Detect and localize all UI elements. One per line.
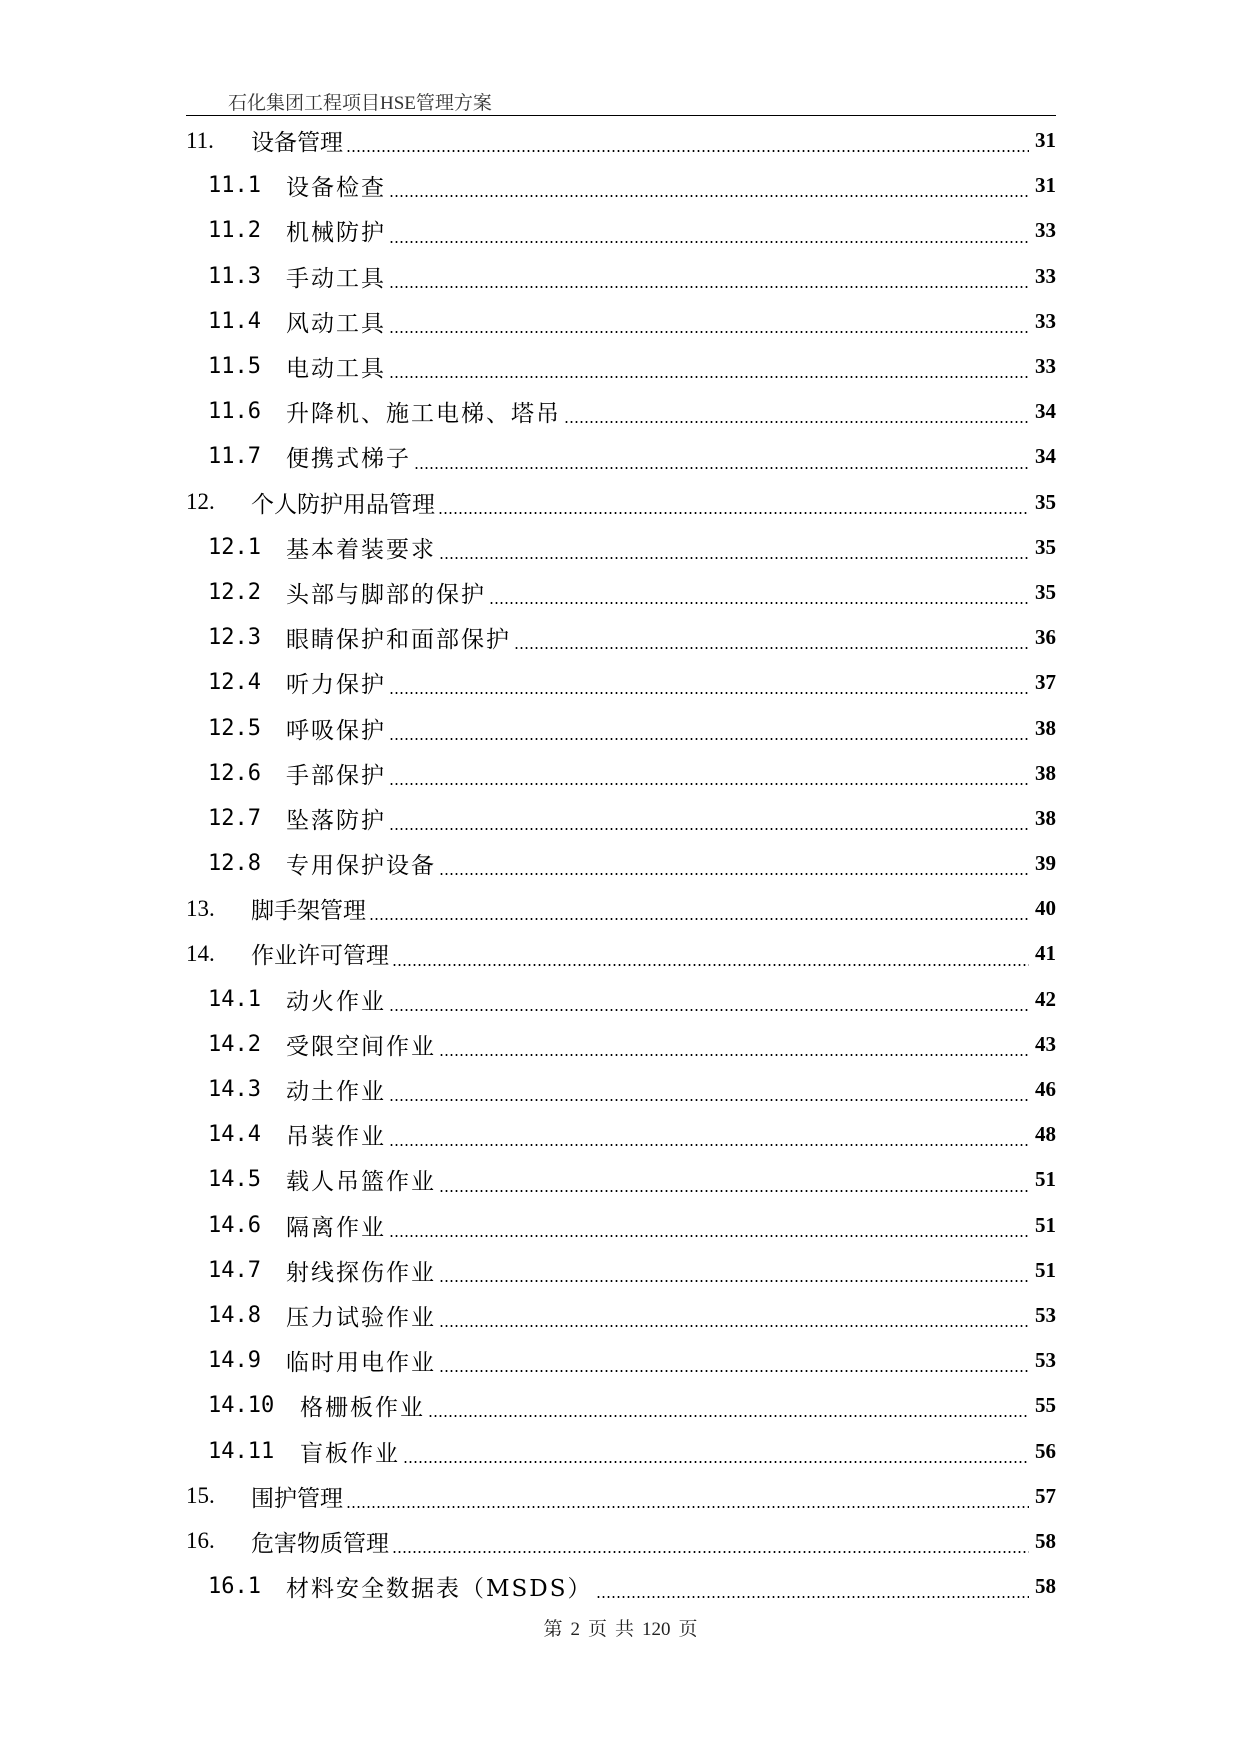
toc-entry-page-number: 41 xyxy=(1035,941,1056,966)
toc-entry-title: 升降机、施工电梯、塔吊 xyxy=(286,401,561,428)
toc-dot-leader xyxy=(392,1551,1029,1553)
toc-entry-number: 15. xyxy=(186,1483,215,1509)
toc-entry-number: 13. xyxy=(186,895,215,921)
toc-subsection-entry[interactable] xyxy=(186,570,1056,615)
toc-entry-page-number: 53 xyxy=(1035,1348,1056,1373)
toc-dot-leader xyxy=(346,1506,1029,1508)
toc-dot-leader xyxy=(389,1144,1029,1146)
toc-subsection-entry[interactable] xyxy=(186,299,1056,344)
toc-entry-title: 风动工具 xyxy=(286,310,386,337)
table-of-contents xyxy=(186,118,1056,1609)
toc-entry-number: 12.4 xyxy=(208,670,261,696)
toc-section-entry[interactable] xyxy=(186,118,1056,163)
footer-page-word: 页 xyxy=(587,1619,607,1640)
toc-entry-page-number: 46 xyxy=(1035,1077,1056,1102)
toc-entry-number: 14. xyxy=(186,940,215,966)
toc-dot-leader xyxy=(403,1461,1029,1463)
toc-dot-leader xyxy=(428,1415,1029,1417)
toc-entry-page-number: 48 xyxy=(1035,1122,1056,1147)
footer-suffix: 页 xyxy=(678,1619,698,1640)
toc-entry-number: 11.7 xyxy=(208,444,261,470)
toc-subsection-entry[interactable] xyxy=(186,1428,1056,1473)
toc-entry-title: 听力保护 xyxy=(286,672,386,699)
toc-entry-page-number: 35 xyxy=(1035,489,1056,514)
toc-entry-number: 14.11 xyxy=(208,1438,275,1464)
toc-entry-number: 12.2 xyxy=(208,579,261,605)
toc-entry-page-number: 35 xyxy=(1035,579,1056,604)
toc-dot-leader xyxy=(439,1370,1029,1372)
toc-entry-title: 个人防护用品管理 xyxy=(251,491,435,518)
toc-entry-title: 危害物质管理 xyxy=(251,1530,389,1557)
toc-dot-leader xyxy=(414,467,1029,469)
toc-dot-leader xyxy=(439,1054,1029,1056)
toc-dot-leader xyxy=(389,1009,1029,1011)
page-footer xyxy=(0,1614,1241,1641)
toc-entry-number: 12.5 xyxy=(208,715,261,741)
toc-dot-leader xyxy=(439,1325,1029,1327)
footer-total-pages: 120 xyxy=(642,1619,671,1640)
toc-section-entry[interactable] xyxy=(186,886,1056,931)
toc-entry-page-number: 33 xyxy=(1035,308,1056,333)
toc-entry-page-number: 40 xyxy=(1035,896,1056,921)
toc-entry-page-number: 34 xyxy=(1035,399,1056,424)
toc-section-entry[interactable] xyxy=(186,1519,1056,1564)
toc-dot-leader xyxy=(438,512,1029,514)
toc-dot-leader xyxy=(389,828,1029,830)
toc-dot-leader xyxy=(439,557,1029,559)
toc-entry-title: 便携式梯子 xyxy=(286,446,411,473)
toc-subsection-entry[interactable] xyxy=(186,1022,1056,1067)
toc-entry-page-number: 51 xyxy=(1035,1167,1056,1192)
toc-entry-page-number: 38 xyxy=(1035,760,1056,785)
toc-entry-number: 14.1 xyxy=(208,986,261,1012)
toc-entry-page-number: 58 xyxy=(1035,1528,1056,1553)
toc-entry-title: 材料安全数据表（MSDS） xyxy=(286,1576,593,1603)
toc-entry-page-number: 53 xyxy=(1035,1302,1056,1327)
toc-subsection-entry[interactable] xyxy=(186,1564,1056,1609)
toc-entry-page-number: 51 xyxy=(1035,1212,1056,1237)
toc-entry-number: 11.6 xyxy=(208,399,261,425)
toc-dot-leader xyxy=(389,286,1029,288)
toc-entry-page-number: 36 xyxy=(1035,625,1056,650)
toc-entry-page-number: 38 xyxy=(1035,715,1056,740)
toc-entry-page-number: 56 xyxy=(1035,1438,1056,1463)
footer-prefix: 第 xyxy=(543,1619,563,1640)
toc-subsection-entry[interactable] xyxy=(186,254,1056,299)
toc-section-entry[interactable] xyxy=(186,480,1056,525)
toc-entry-number: 11.2 xyxy=(208,218,261,244)
toc-entry-page-number: 33 xyxy=(1035,263,1056,288)
toc-subsection-entry[interactable] xyxy=(186,525,1056,570)
toc-entry-number: 11.3 xyxy=(208,263,261,289)
toc-entry-page-number: 34 xyxy=(1035,444,1056,469)
toc-entry-title: 设备管理 xyxy=(251,130,343,157)
toc-entry-number: 12.8 xyxy=(208,851,261,877)
toc-entry-number: 14.4 xyxy=(208,1122,261,1148)
toc-subsection-entry[interactable] xyxy=(186,1203,1056,1248)
toc-entry-page-number: 33 xyxy=(1035,354,1056,379)
footer-current-page: 2 xyxy=(570,1619,580,1640)
toc-dot-leader xyxy=(389,331,1029,333)
toc-dot-leader xyxy=(369,918,1029,920)
toc-subsection-entry[interactable] xyxy=(186,1338,1056,1383)
toc-entry-title: 作业许可管理 xyxy=(251,943,389,970)
toc-entry-title: 吊装作业 xyxy=(286,1124,386,1151)
toc-dot-leader xyxy=(564,421,1029,423)
toc-entry-number: 14.10 xyxy=(208,1393,275,1419)
toc-entry-title: 射线探伤作业 xyxy=(286,1259,436,1286)
toc-entry-title: 受限空间作业 xyxy=(286,1033,436,1060)
toc-dot-leader xyxy=(389,783,1029,785)
toc-entry-number: 14.9 xyxy=(208,1348,261,1374)
toc-entry-number: 12.7 xyxy=(208,805,261,831)
toc-entry-page-number: 43 xyxy=(1035,1031,1056,1056)
toc-entry-number: 14.3 xyxy=(208,1077,261,1103)
toc-entry-title: 动火作业 xyxy=(286,988,386,1015)
toc-entry-title: 动土作业 xyxy=(286,1079,386,1106)
toc-dot-leader xyxy=(389,241,1029,243)
toc-entry-page-number: 31 xyxy=(1035,128,1056,153)
toc-subsection-entry[interactable] xyxy=(186,841,1056,886)
toc-entry-title: 盲板作业 xyxy=(300,1440,400,1467)
toc-entry-number: 14.5 xyxy=(208,1167,261,1193)
toc-dot-leader xyxy=(389,376,1029,378)
toc-dot-leader xyxy=(392,964,1029,966)
page-header xyxy=(186,80,1056,116)
toc-entry-number: 14.6 xyxy=(208,1212,261,1238)
toc-entry-page-number: 37 xyxy=(1035,670,1056,695)
toc-entry-title: 眼睛保护和面部保护 xyxy=(286,627,511,654)
toc-dot-leader xyxy=(439,1280,1029,1282)
toc-entry-number: 14.7 xyxy=(208,1257,261,1283)
toc-entry-title: 呼吸保护 xyxy=(286,717,386,744)
toc-section-entry[interactable] xyxy=(186,1474,1056,1519)
toc-entry-page-number: 42 xyxy=(1035,986,1056,1011)
toc-entry-page-number: 38 xyxy=(1035,805,1056,830)
toc-entry-title: 格栅板作业 xyxy=(300,1395,425,1422)
toc-entry-title: 基本着装要求 xyxy=(286,536,436,563)
toc-entry-title: 设备检查 xyxy=(286,175,386,202)
toc-dot-leader xyxy=(346,150,1029,152)
toc-subsection-entry[interactable] xyxy=(186,1293,1056,1338)
toc-entry-title: 手部保护 xyxy=(286,762,386,789)
footer-total-word: 共 xyxy=(615,1619,635,1640)
toc-subsection-entry[interactable] xyxy=(186,1248,1056,1293)
toc-entry-number: 11.4 xyxy=(208,308,261,334)
toc-subsection-entry[interactable] xyxy=(186,615,1056,660)
toc-entry-number: 12.1 xyxy=(208,534,261,560)
toc-entry-page-number: 33 xyxy=(1035,218,1056,243)
toc-subsection-entry[interactable] xyxy=(186,705,1056,750)
toc-subsection-entry[interactable] xyxy=(186,389,1056,434)
toc-entry-number: 14.2 xyxy=(208,1031,261,1057)
toc-dot-leader xyxy=(389,692,1029,694)
toc-entry-title: 坠落防护 xyxy=(286,807,386,834)
toc-subsection-entry[interactable] xyxy=(186,977,1056,1022)
toc-dot-leader xyxy=(389,195,1029,197)
toc-entry-number: 11. xyxy=(186,127,214,153)
toc-entry-title: 手动工具 xyxy=(286,265,386,292)
toc-entry-number: 11.1 xyxy=(208,173,261,199)
toc-dot-leader xyxy=(489,602,1029,604)
toc-entry-page-number: 39 xyxy=(1035,851,1056,876)
toc-subsection-entry[interactable] xyxy=(186,344,1056,389)
toc-entry-title: 电动工具 xyxy=(286,356,386,383)
toc-entry-number: 12.3 xyxy=(208,625,261,651)
toc-entry-title: 围护管理 xyxy=(251,1485,343,1512)
toc-subsection-entry[interactable] xyxy=(186,434,1056,479)
toc-entry-page-number: 51 xyxy=(1035,1257,1056,1282)
toc-entry-title: 脚手架管理 xyxy=(251,898,366,925)
toc-entry-title: 机械防护 xyxy=(286,220,386,247)
toc-subsection-entry[interactable] xyxy=(186,1067,1056,1112)
toc-entry-page-number: 35 xyxy=(1035,534,1056,559)
toc-entry-number: 11.5 xyxy=(208,354,261,380)
toc-entry-page-number: 31 xyxy=(1035,173,1056,198)
toc-entry-title: 临时用电作业 xyxy=(286,1350,436,1377)
toc-subsection-entry[interactable] xyxy=(186,208,1056,253)
toc-subsection-entry[interactable] xyxy=(186,1157,1056,1202)
toc-subsection-entry[interactable] xyxy=(186,796,1056,841)
toc-dot-leader xyxy=(389,738,1029,740)
toc-entry-page-number: 58 xyxy=(1035,1574,1056,1599)
toc-dot-leader xyxy=(389,1235,1029,1237)
toc-entry-title: 专用保护设备 xyxy=(286,853,436,880)
toc-dot-leader xyxy=(439,1190,1029,1192)
toc-entry-number: 16. xyxy=(186,1528,215,1554)
toc-entry-page-number: 55 xyxy=(1035,1393,1056,1418)
toc-dot-leader xyxy=(389,1099,1029,1101)
toc-dot-leader xyxy=(514,647,1029,649)
toc-dot-leader xyxy=(596,1596,1029,1598)
document-title: 石化集团工程项目HSE管理方案 xyxy=(228,93,492,114)
toc-subsection-entry[interactable] xyxy=(186,751,1056,796)
toc-subsection-entry[interactable] xyxy=(186,1383,1056,1428)
toc-entry-number: 14.8 xyxy=(208,1302,261,1328)
toc-entry-number: 12. xyxy=(186,489,215,515)
toc-subsection-entry[interactable] xyxy=(186,163,1056,208)
toc-entry-title: 压力试验作业 xyxy=(286,1304,436,1331)
toc-subsection-entry[interactable] xyxy=(186,1112,1056,1157)
toc-entry-number: 16.1 xyxy=(208,1574,261,1600)
toc-section-entry[interactable] xyxy=(186,931,1056,976)
toc-entry-title: 隔离作业 xyxy=(286,1214,386,1241)
toc-entry-page-number: 57 xyxy=(1035,1483,1056,1508)
toc-entry-number: 12.6 xyxy=(208,760,261,786)
toc-entry-title: 载人吊篮作业 xyxy=(286,1169,436,1196)
toc-subsection-entry[interactable] xyxy=(186,660,1056,705)
toc-entry-title: 头部与脚部的保护 xyxy=(286,581,486,608)
toc-dot-leader xyxy=(439,873,1029,875)
